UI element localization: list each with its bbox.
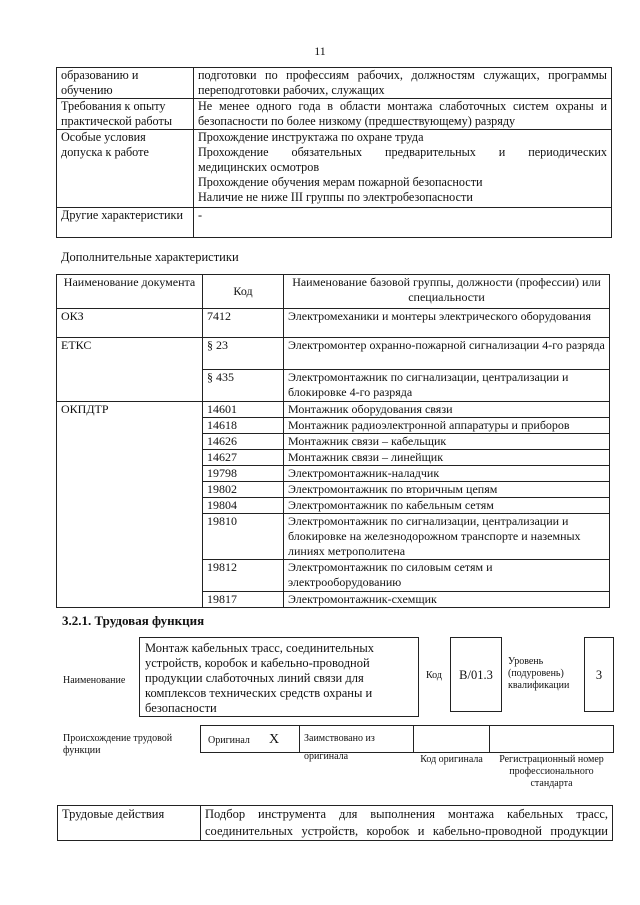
title-cell: Монтажник связи – линейщик	[284, 450, 610, 466]
code-cell: 19810	[203, 514, 284, 560]
code-cell: 14627	[203, 450, 284, 466]
code-cell: 14601	[203, 402, 284, 418]
title-cell: Электромонтер охранно-пожарной сигнализации 4-го разряда	[284, 338, 610, 370]
table-row	[58, 806, 613, 841]
title-cell: Электромонтажник по кабельным сетям	[284, 498, 610, 514]
code-cell: 19798	[203, 466, 284, 482]
row-value: Не менее одного года в области монтажа слаботочных систем охраны и безопасности по более низкому (предшествующему) разряду	[194, 99, 612, 130]
title-cell: Электромонтажник-наладчик	[284, 466, 610, 482]
title-cell: Электромонтажник-схемщик	[284, 592, 610, 608]
row-value: -	[194, 208, 612, 238]
labor-actions-table	[57, 805, 613, 841]
code-cell: 14626	[203, 434, 284, 450]
borrowed-box	[299, 725, 414, 762]
title-cell: Монтажник радиоэлектронной аппаратуры и приборов	[284, 418, 610, 434]
orig-code-box	[413, 725, 490, 753]
reg-number-label: Регистрационный номер профессионального стандарта	[499, 754, 604, 789]
classifier-table	[56, 274, 610, 608]
title-cell: Электромонтажник по вторичным цепям	[284, 482, 610, 498]
doc-name: ОКЗ	[57, 309, 203, 338]
orig-code-label: Код оригинала	[420, 754, 483, 765]
table-row	[57, 402, 610, 418]
title-cell: Монтажник оборудования связи	[284, 402, 610, 418]
origin-label: Происхождение трудовой функции	[63, 733, 173, 756]
reg-number-box	[489, 725, 614, 753]
table-header-row	[57, 275, 610, 309]
code-label: Код	[426, 670, 442, 681]
level-label: Уровень (подуровень) квалификации	[508, 656, 570, 691]
doc-name: ОКПДТР	[57, 402, 203, 608]
code-cell: 19802	[203, 482, 284, 498]
page-number: 11	[314, 44, 326, 58]
row-value: подготовки по профессиям рабочих, должностям служащих, программы переподготовки рабочих, служащих	[194, 68, 612, 99]
level-value: 3	[584, 637, 614, 712]
title-cell: Электромонтажник по силовым сетям и электрооборудованию	[284, 560, 610, 592]
labor-actions-label: Трудовые действия	[58, 806, 201, 841]
labor-actions-value: Подбор инструмента для выполнения монтажа кабельных трасс, соединительных устройств, коробок и кабельно-проводной продукции	[201, 806, 613, 841]
row-label: Другие характеристики	[57, 208, 194, 238]
code-cell: 19804	[203, 498, 284, 514]
row-label: образованию и обучению	[57, 68, 194, 99]
table-row	[57, 338, 610, 370]
code-cell: 19812	[203, 560, 284, 592]
code-cell: 19817	[203, 592, 284, 608]
function-name-box: Монтаж кабельных трасс, соединительных устройств, коробок и кабельно-проводной продукции слаботочных линий связи для комплексов технических средств охраны и безопасности	[139, 637, 419, 717]
column-header: Наименование базовой группы, должности (профессии) или специальности	[284, 275, 610, 309]
original-label: Оригинал	[208, 735, 250, 746]
column-header: Код	[203, 275, 284, 309]
row-label: Требования к опыту практической работы	[57, 99, 194, 130]
original-mark: X	[269, 732, 280, 747]
requirements-table	[56, 67, 612, 238]
code-cell: 7412	[203, 309, 284, 338]
table-row	[57, 130, 612, 208]
borrowed-label: Заимствовано из оригинала	[304, 733, 375, 762]
section-title: 3.2.1. Трудовая функция	[62, 613, 205, 628]
code-cell: § 23	[203, 338, 284, 370]
title-cell: Монтажник связи – кабельщик	[284, 434, 610, 450]
code-cell: § 435	[203, 370, 284, 402]
title-cell: Электромонтажник по сигнализации, централизации и блокировке на железнодорожном транспорте и наземных линиях метрополитена	[284, 514, 610, 560]
title-cell: Электромонтажник по сигнализации, централизации и блокировке 4-го разряда	[284, 370, 610, 402]
code-cell: 14618	[203, 418, 284, 434]
original-box	[200, 725, 300, 753]
code-value: B/01.3	[450, 637, 502, 712]
row-value: Прохождение инструктажа по охране труда Прохождение обязательных предварительных и периодических медицинских осмотров Прохождение обучения мерам пожарной безопасности Наличие не ниже III группы по электробезопасности	[194, 130, 612, 208]
table-row	[57, 99, 612, 130]
table-row	[57, 208, 612, 238]
title-cell: Электромеханики и монтеры электрического оборудования	[284, 309, 610, 338]
name-label: Наименование	[63, 675, 126, 686]
table-row	[57, 68, 612, 99]
column-header: Наименование документа	[57, 275, 203, 309]
table-row	[57, 309, 610, 338]
row-label: Особые условия допуска к работе	[57, 130, 194, 208]
additional-title: Дополнительные характеристики	[61, 250, 239, 264]
doc-name: ЕТКС	[57, 338, 203, 402]
